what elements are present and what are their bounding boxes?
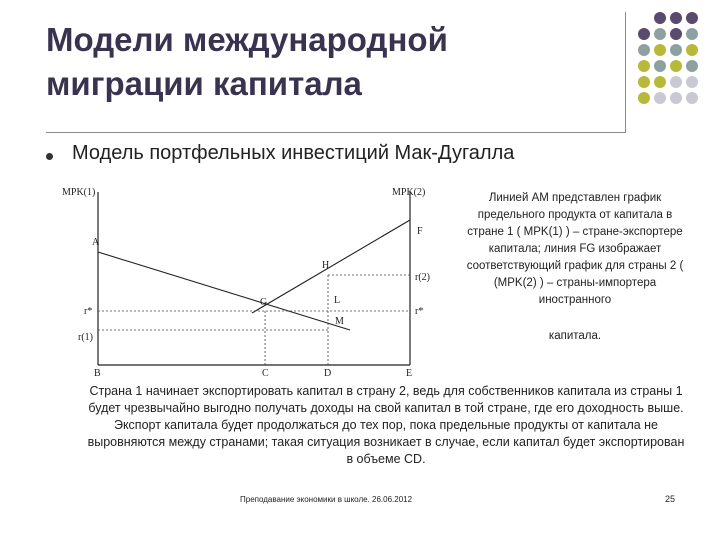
label-D: D [324,368,332,379]
diagram-description-end: капитала. [548,330,602,342]
decorative-dot [654,76,666,88]
slide-title [46,18,606,106]
label-rstar-left: r* [84,306,93,317]
vertical-divider [625,12,626,132]
decorative-dot [686,76,698,88]
horizontal-divider [46,132,626,133]
label-C: C [262,368,269,379]
decorative-dot [686,12,698,24]
decorative-dot [686,60,698,72]
diagram-description: Линией AM представлен график предельного продукта от капитала в стране 1 ( MPK(1) ) – стране-экспортере капитала; линия FG изображает соответствующий график для страны 2 ( (MPK(2) ) – страны-импортера иностранного [466,192,684,306]
label-M: M [335,316,344,327]
label-A: A [92,237,100,248]
label-L: L [334,295,341,306]
explanation-paragraph: Страна 1 начинает экспортировать капитал в страну 2, ведь для собственников капитала из страны 1 будет чрезвычайно выгодно получать доходы на свой капитал в той стране, где его доходность выше. Экспорт капитала будет продолжаться до тех пор, пока предельные продукты от капитала не выровняются между странами; такая ситуация возникает в случае, если капитал будет экспортирован в объеме CD. [87,384,685,466]
decorative-dot [670,60,682,72]
decorative-dot [670,28,682,40]
label-G: G [260,297,268,308]
title-line-1: Модели международной [46,21,448,58]
decorative-dot [686,28,698,40]
label-F: F [417,226,423,237]
line-AM [98,252,350,330]
page-number: 25 [665,494,676,504]
decorative-dot [670,44,682,56]
decorative-dot [670,12,682,24]
bullet-text: Модель портфельных инвестиций Мак-Дугалла [72,142,515,164]
label-mpk2: MPK(2) [392,187,426,198]
footer-text: Преподавание экономики в школе. 26.06.2012 [240,495,413,504]
decorative-dot [654,44,666,56]
capital-migration-diagram [60,180,440,380]
decorative-dot [638,60,650,72]
label-r2: r(2) [415,272,430,283]
label-r1: r(1) [78,332,93,343]
decorative-dot [638,28,650,40]
decorative-dot [670,76,682,88]
decorative-dot [686,92,698,104]
decorative-dot-grid [638,12,708,112]
decorative-dot [638,92,650,104]
decorative-dot [654,92,666,104]
title-line-2: миграции капитала [46,65,362,102]
decorative-dot [638,76,650,88]
bullet-icon [46,153,53,160]
label-E: E [406,368,413,379]
decorative-dot [654,60,666,72]
label-mpk1: MPK(1) [62,187,96,198]
decorative-dot [638,44,650,56]
decorative-dot [654,28,666,40]
decorative-dot [686,44,698,56]
decorative-dot [654,12,666,24]
label-rstar-right: r* [415,306,424,317]
line-FG [252,220,410,313]
label-H: H [322,260,330,271]
decorative-dot [670,92,682,104]
label-B: B [94,368,101,379]
